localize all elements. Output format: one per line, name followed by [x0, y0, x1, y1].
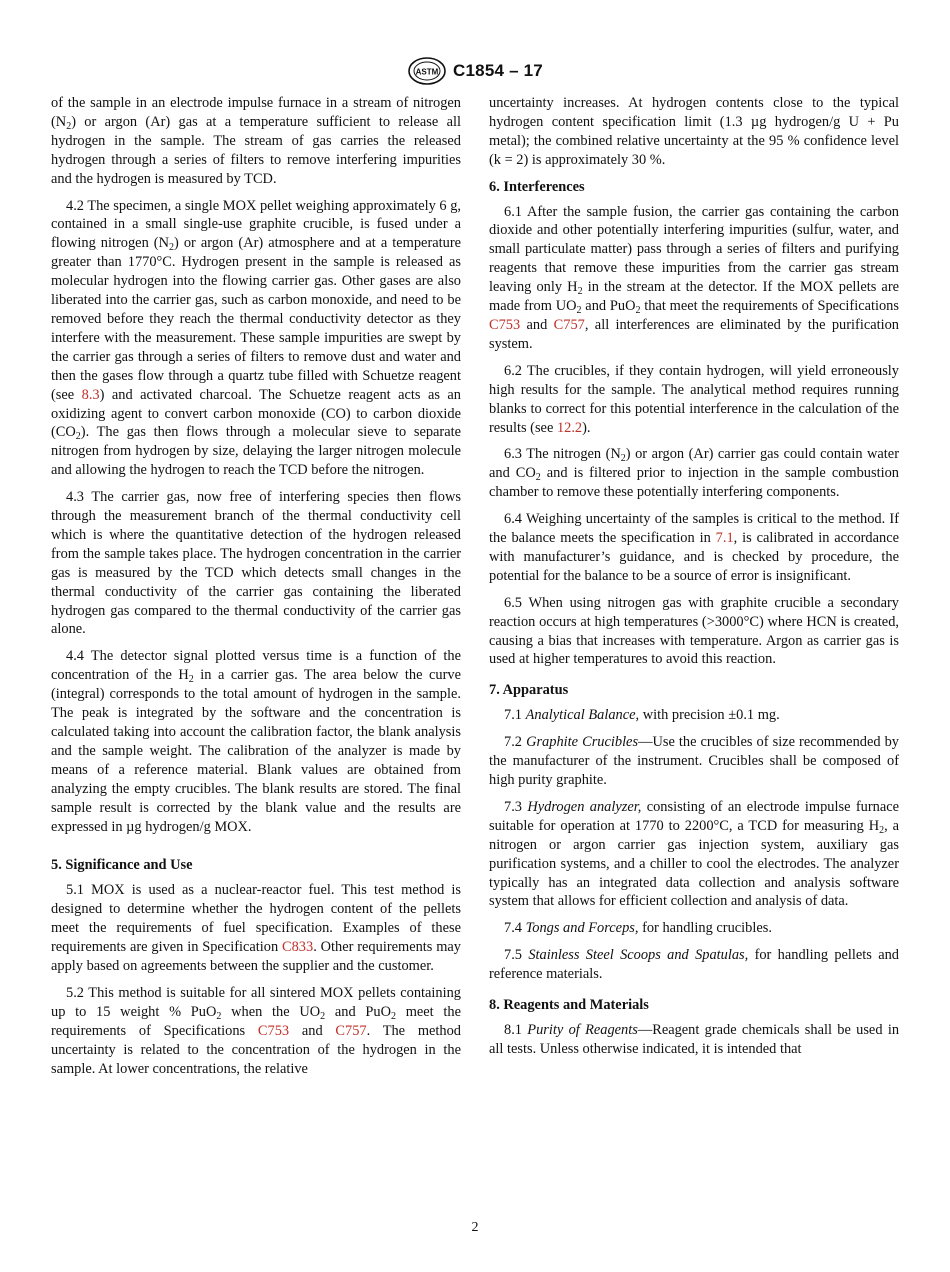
paragraph-5-2-continued: uncertainty increases. At hydrogen contents close to the typical hydrogen content specification limit (1.3 µg hydrogen/g U + Pu metal); the combined relative uncertainty at the 95 % confidence level (k = 2) is approximately 30 %.	[489, 95, 899, 168]
paragraph-5-2: 5.2 This method is suitable for all sintered MOX pellets containing up to 15 weight % PuO$_2$ when the $UO_2$ and PuO$_2$ meet the requirements of Specifications C753 and C757. The method uncertainty is related to the concentration of the hydrogen in the sample. At lower concentrations, the relative	[51, 984, 461, 1077]
ref-c753-link[interactable]: C753	[489, 316, 521, 333]
ref-c833-link[interactable]: C833	[282, 939, 314, 956]
page-number: 2	[471, 1220, 479, 1235]
paragraph-7-5: 7.5 Stainless Steel Scoops and Spatulas, for handling pellets and reference materials.	[489, 947, 899, 983]
ref-7-1-link[interactable]: 7.1	[715, 530, 734, 547]
paragraph-7-4: 7.4 Tongs and Forceps, for handling crucibles.	[504, 920, 772, 937]
paragraph-4-1-continued: of the sample in an electrode impulse furnace in a stream of nitrogen $(N_2)$ or argon (Ar) gas at a temperature sufficient to release all hydrogen in the sample. The stream of gas carries the released hydrogen through a series of filters to remove interfering impurities and the hydrogen is measured by TCD.	[51, 95, 461, 187]
paragraph-4-2: 4.2 The specimen, a single MOX pellet weighing approximately 6 g, contained in a small single-use graphite crucible, is fused under a flowing nitrogen $(N_2)$ or argon (Ar) atmosphere and at a temperature greater than 1770°C. Hydrogen present in the sample is released as molecular hydrogen into the flowing carrier gas. Other gases are also liberated into the carrier gas, such as carbon monoxide, and need to be removed before they reach the thermal conductivity detector as they interfere with the measurement. These sample impurities are swept by the carrier gas through a series of filters to remove dust and water and then the gases flow through a quartz tube filled with Schuetze reagent (see 8.3) and activated charcoal. The Schuetze reagent acts as an oxidizing agent to convert carbon monoxide (CO) to carbon dioxide $(CO_2)$. The gas then flows through a molecular sieve to separate nitrogen from hydrogen by size, delaying the larger nitrogen molecule and allowing the hydrogen to reach the TCD before the nitrogen.	[51, 197, 461, 479]
paragraph-6-3: 6.3 The nitrogen $(N_2)$ or argon (Ar) carrier gas could contain water and $CO_2$ and is filtered prior to injection in the sample combustion chamber to remove these potentially interfering components.	[489, 446, 899, 501]
designation: C1854 – 17	[453, 61, 543, 80]
ref-12-2-link[interactable]: 12.2	[556, 419, 583, 436]
paragraph-7-3: 7.3 Hydrogen analyzer, consisting of an electrode impulse furnace suitable for operation at 1770 to 2200°C, a TCD for measuring $H_2$, a nitrogen or argon carrier gas injection system, auxiliary gas purification systems, and a chiller to cool the electrodes. The analyzer typically has an integrated data collection and analysis software system that allows for efficient collection and analysis of data.	[489, 798, 899, 910]
paragraph-6-4: 6.4 Weighing uncertainty of the samples is critical to the method. If the balance meets the specification in 7.1, is calibrated in accordance with manufacturer’s guidance, and is checked by procedure, the potential for the balance to be a source of error is insignificant.	[489, 511, 899, 584]
paragraph-6-5: 6.5 When using nitrogen gas with graphite crucible a secondary reaction occurs at high temperatures (>3000°C) where HCN is created, causing a bias that increases with temperature. Argon as carrier gas is used at higher temperatures to avoid this reaction.	[489, 594, 899, 668]
paragraph-7-2: 7.2 Graphite Crucibles—Use the crucibles of size recommended by the manufacturer of the instrument. Crucibles shall be composed of high purity graphite.	[489, 734, 900, 788]
svg-text:ASTM: ASTM	[415, 67, 439, 77]
section-8-heading: 8. Reagents and Materials	[489, 997, 649, 1014]
paragraph-4-4: 4.4 The detector signal plotted versus time is a function of the concentration of the $H_2$ in a carrier gas. The area below the curve (integral) corresponds to the total amount of hydrogen in the sample. The peak is integrated by the software and the concentration is calculated taking into account the calibration factor, the blank analysis and the sample weight. The calibration of the analyzer is made by means of a reference material. Blank values are obtained from analyzing the empty crucibles. The blank results are stored. The final sample result is corrected by the blank value and the results are expressed in µg hydrogen/g MOX.	[51, 648, 461, 835]
section-5-heading: 5. Significance and Use	[51, 857, 193, 874]
paragraph-7-1: 7.1 Analytical Balance, with precision ±0.1 mg.	[504, 707, 780, 724]
right-column	[489, 94, 899, 1067]
ref-c753-link[interactable]: C753	[257, 1022, 290, 1039]
section-6-heading: 6. Interferences	[489, 178, 585, 195]
page-header	[0, 56, 950, 86]
ref-c757-link[interactable]: C757	[553, 316, 585, 333]
paragraph-6-1: 6.1 After the sample fusion, the carrier gas containing the carbon dioxide and other potentially interfering impurities (sulfur, water, and small particulate matter) pass through a series of filters and purifying reagents that remove these impurities from the carrier gas stream leaving only $H_2$ in the stream at the detector. If the MOX pellets are made from $UO_2$ and PuO$_2$ that meet the requirements of Specifications C753 and C757, all interferences are eliminated by the purification system.	[489, 203, 899, 352]
ref-c757-link[interactable]: C757	[335, 1022, 367, 1039]
paragraph-4-3: 4.3 The carrier gas, now free of interfering species then flows through the measurement branch of the thermal conductivity cell which is where the quantitative detection of the hydrogen released from the sample takes place. The hydrogen concentration in the carrier gas is measured by the TCD which detects small changes in the thermal conductivity of the carrier gas containing the liberated hydrogen gas compared to the thermal conductivity of the carrier gas alone.	[51, 489, 461, 638]
paragraph-6-2: 6.2 The crucibles, if they contain hydrogen, will yield erroneously high results for the sample. The analytical method requires running blanks to correct for this potential interference in the calculation of the results (see 12.2).	[489, 362, 899, 436]
paragraph-5-1: 5.1 MOX is used as a nuclear-reactor fuel. This test method is designed to determine whether the hydrogen content of the pellets meet the requirements of fuel specification. Examples of these requirements are given in Specification C833. Other requirements may apply based on agreements between the supplier and the customer.	[51, 882, 462, 974]
paragraph-8-1: 8.1 Purity of Reagents—Reagent grade chemicals shall be used in all tests. Unless otherwise indicated, it is intended that	[489, 1021, 900, 1057]
section-7-heading: 7. Apparatus	[489, 682, 569, 699]
ref-8-3-link[interactable]: 8.3	[81, 386, 100, 403]
left-column	[51, 94, 461, 1086]
astm-logo-icon	[407, 56, 447, 86]
